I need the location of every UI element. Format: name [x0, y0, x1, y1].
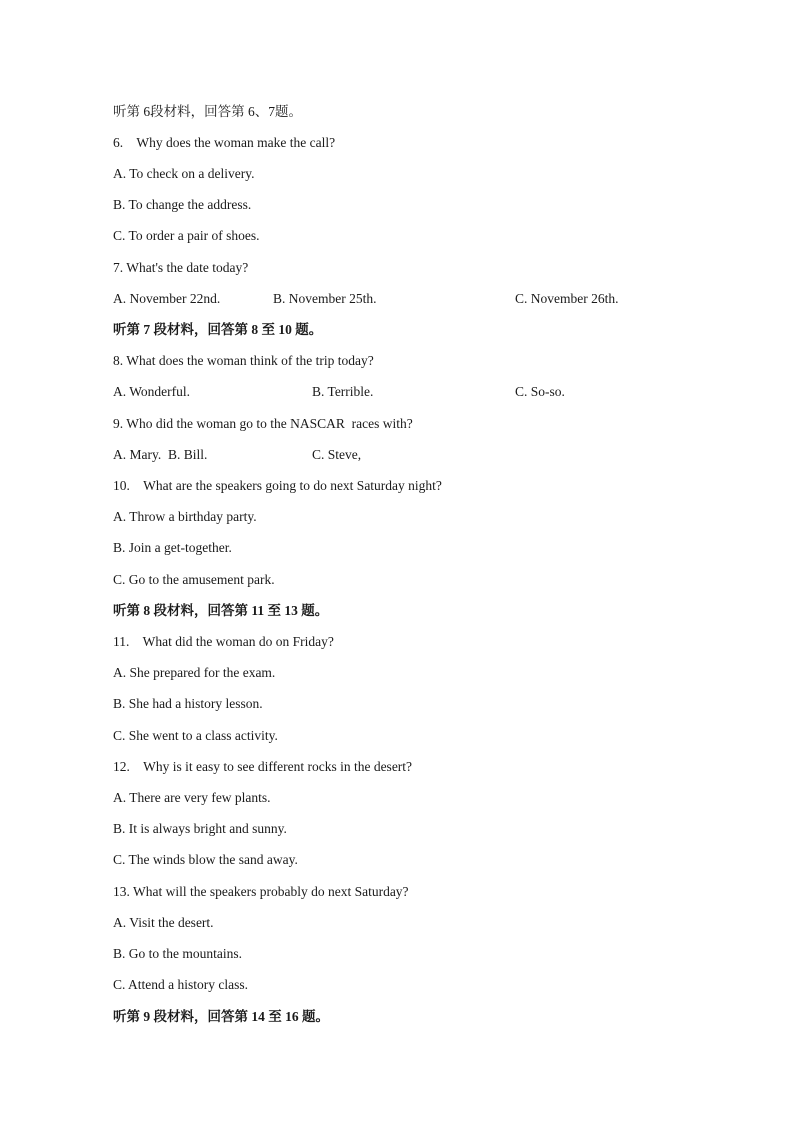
question-8-option-b: B. Terrible. [312, 384, 374, 399]
question-11: 11. What did the woman do on Friday? [113, 634, 334, 649]
question-13: 13. What will the speakers probably do next Saturday? [113, 884, 409, 899]
question-10-option-a: A. Throw a birthday party. [113, 509, 257, 524]
question-6: 6. Why does the woman make the call? [113, 135, 336, 150]
question-9-option-ab: A. Mary. B. Bill. [113, 447, 208, 462]
question-7: 7. What's the date today? [113, 260, 249, 275]
question-8-option-c: C. So-so. [515, 384, 565, 399]
question-6-option-a: A. To check on a delivery. [113, 166, 255, 181]
question-7-option-c: C. November 26th. [515, 291, 619, 306]
question-7-options [113, 291, 673, 307]
section-8-heading: 听第 8 段材料，回答第 11 至 13 题。 [113, 603, 329, 618]
question-8-option-a: A. Wonderful. [113, 384, 191, 399]
section-6-heading: 听第 6段材料，回答第 6、7题。 [113, 104, 302, 119]
question-9: 9. Who did the woman go to the NASCAR races with? [113, 416, 413, 431]
section-9-heading: 听第 9 段材料，回答第 14 至 16 题。 [113, 1009, 329, 1024]
question-10-option-c: C. Go to the amusement park. [113, 572, 275, 587]
question-11-option-b: B. She had a history lesson. [113, 696, 263, 711]
question-8: 8. What does the woman think of the trip today? [113, 353, 374, 368]
question-12-option-a: A. There are very few plants. [113, 790, 271, 805]
question-8-options [113, 384, 673, 400]
question-12: 12. Why is it easy to see different rocks in the desert? [113, 759, 413, 774]
question-12-option-c: C. The winds blow the sand away. [113, 852, 298, 867]
question-7-option-a: A. November 22nd. [113, 291, 221, 306]
section-7-heading: 听第 7 段材料，回答第 8 至 10 题。 [113, 322, 323, 337]
question-11-option-c: C. She went to a class activity. [113, 728, 278, 743]
question-6-option-b: B. To change the address. [113, 197, 252, 212]
question-6-option-c: C. To order a pair of shoes. [113, 228, 260, 243]
question-11-option-a: A. She prepared for the exam. [113, 665, 276, 680]
question-13-option-c: C. Attend a history class. [113, 977, 248, 992]
question-10-option-b: B. Join a get-together. [113, 540, 232, 555]
question-12-option-b: B. It is always bright and sunny. [113, 821, 287, 836]
question-10: 10. What are the speakers going to do next Saturday night? [113, 478, 442, 493]
question-7-option-b: B. November 25th. [273, 291, 377, 306]
question-13-option-a: A. Visit the desert. [113, 915, 214, 930]
question-9-option-c: C. Steve, [312, 447, 362, 462]
question-13-option-b: B. Go to the mountains. [113, 946, 242, 961]
question-9-options [113, 447, 673, 463]
